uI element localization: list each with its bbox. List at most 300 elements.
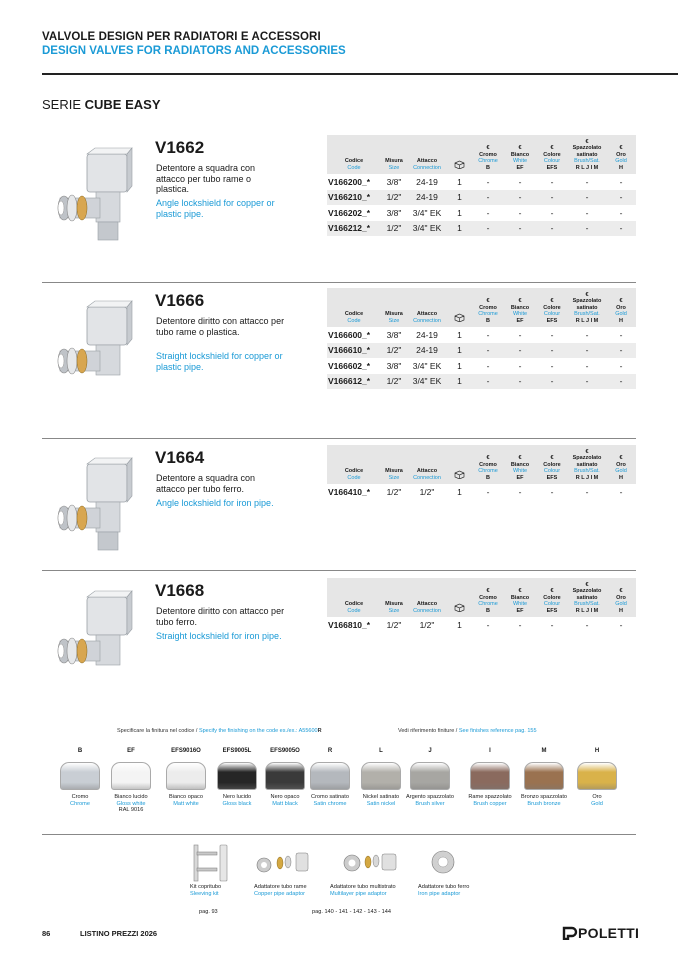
sleeving-kit (190, 843, 235, 897)
table-cell: - (486, 360, 490, 371)
header-colore: Colore (543, 461, 561, 468)
table-cell: 1 (457, 329, 462, 340)
product-code: V1668 (155, 581, 205, 600)
header-colore: Colore (543, 304, 561, 311)
table-cell: - (472, 374, 504, 390)
header-spazzolato: Spazzolato (572, 145, 602, 151)
header-misura: Misura (385, 311, 403, 317)
header-code: Code (347, 474, 361, 481)
table-cell: - (504, 221, 536, 237)
header-spazzolato: Spazzolato (572, 455, 602, 461)
table-cell: 3/4" EK (407, 221, 447, 237)
table-cell: V166410_* (328, 486, 371, 497)
finish-code: H (594, 748, 600, 754)
header-col_ef: EF (516, 164, 524, 171)
header-col_efs: EFS (546, 164, 558, 171)
finish-code: M (541, 748, 547, 754)
header-satinato: satinato (576, 594, 598, 601)
table-cell: - (585, 176, 589, 187)
product-desc-it: Detentore diritto con attacco per tubo rame o plastica. (156, 316, 285, 337)
finish-name-en: Brush silver (415, 800, 445, 807)
table-cell: - (619, 360, 623, 371)
header-col_b: B (486, 474, 490, 481)
finish-ref-en: See finishes reference pag. 155 (458, 728, 537, 734)
table-cell: - (472, 221, 504, 237)
header-cromo: Cromo (479, 461, 497, 468)
table-cell: 1 (447, 190, 472, 206)
finish-name-it: Bronzo spazzolato (520, 794, 568, 800)
table-cell: - (486, 486, 490, 497)
header-attacco: Attacco (416, 601, 438, 607)
table-cell: - (606, 374, 636, 390)
serie-prefix: SERIE (42, 97, 82, 112)
header-codice: Codice (344, 468, 364, 474)
header-euro: € (486, 455, 490, 461)
finish-ref (398, 728, 537, 734)
table-cell: 24-19 (416, 329, 438, 340)
header-codice: Codice (344, 311, 364, 317)
finish-name-it: Nero opaco (270, 794, 300, 800)
table-cell: - (518, 619, 522, 630)
table-cell: 1 (457, 176, 462, 187)
finish-code: L (379, 748, 383, 754)
th-pack (447, 135, 472, 174)
finish-swatch-j (400, 748, 460, 807)
table-cell: V166212_* (327, 221, 381, 237)
iron-adaptor-label: Adattatore tubo ferro (418, 884, 470, 890)
product-image (52, 299, 147, 404)
table-cell: - (486, 329, 490, 340)
valve-icon (52, 456, 147, 561)
header-col_rljim: R L J I M (575, 317, 599, 324)
table-cell: V166612_* (327, 374, 381, 390)
header-euro: € (550, 298, 554, 304)
finish-name-en: Satin chrome (313, 800, 347, 807)
header-size: Size (388, 164, 400, 171)
header-col_b: B (486, 164, 490, 171)
finish-name-en: Brush bronze (527, 800, 561, 807)
table-cell: V166810_* (328, 619, 371, 630)
table-cell: 1/2" (381, 374, 407, 390)
table-cell: - (606, 343, 636, 359)
poletti-logo (562, 925, 639, 941)
header-bianco: Bianco (510, 594, 530, 601)
finish-extra: RAL 9016 (118, 807, 144, 814)
header-euro: € (585, 138, 589, 145)
box-icon (454, 160, 465, 169)
finish-code: R (327, 748, 333, 754)
table-cell: 3/8" (386, 207, 402, 218)
finish-name-en: Brush copper (473, 800, 507, 807)
header-chrome: Chrome (478, 601, 498, 607)
th-b (472, 135, 504, 174)
price-list-label: LISTINO PREZZI 2026 (80, 929, 158, 938)
th-size (381, 445, 407, 484)
finish-swatch-h (567, 748, 627, 807)
header-col_rljim: R L J I M (575, 474, 599, 481)
table-cell: 1/2" (386, 486, 402, 497)
table-row (327, 205, 636, 221)
header-euro: € (518, 298, 522, 304)
product-code: V1666 (155, 291, 205, 310)
header-brush_sat: Brush/Sat. (574, 158, 600, 164)
header-colour: Colour (543, 158, 561, 164)
header-title-en: DESIGN VALVES FOR RADIATORS AND ACCESSORIES (42, 45, 346, 57)
header-white: White (512, 311, 528, 317)
header-code: Code (347, 317, 361, 324)
th-code (327, 445, 381, 484)
page-number: 86 (42, 929, 51, 938)
header-gold: Gold (615, 601, 627, 607)
table-cell: - (504, 343, 536, 359)
header-col_h: H (619, 474, 623, 481)
table-row (327, 174, 636, 190)
table-row (327, 221, 636, 237)
header-attacco: Attacco (416, 311, 438, 317)
header-spazzolato: Spazzolato (572, 588, 602, 594)
table-cell: 1 (447, 374, 472, 390)
table-cell: 1/2" (381, 221, 407, 237)
table-cell: - (585, 329, 589, 340)
th-rljim (568, 578, 606, 617)
header-attacco: Attacco (416, 158, 438, 164)
th-b (472, 445, 504, 484)
finish-note-it: Specificare la finitura nel codice / (117, 728, 199, 734)
table-cell: - (619, 176, 623, 187)
table-cell: - (504, 190, 536, 206)
table-cell: 1/2" (381, 190, 407, 206)
header-oro: Oro (616, 461, 626, 468)
finish-name-en: Satin nickel (366, 800, 396, 807)
th-ef (504, 288, 536, 327)
iron-adaptor (418, 843, 469, 897)
sleeving-kit-label: Kit copritubo (190, 884, 222, 890)
header-chrome: Chrome (478, 468, 498, 474)
table-cell: - (585, 207, 589, 218)
logo-text: POLETTI (578, 925, 640, 941)
table-cell: - (536, 374, 568, 390)
table-cell: - (585, 486, 589, 497)
table-cell: - (606, 190, 636, 206)
valve-icon (52, 146, 147, 251)
header-euro: € (550, 145, 554, 151)
th-size (381, 578, 407, 617)
th-ef (504, 578, 536, 617)
product-desc-en: Angle lockshield for iron pipe. (156, 498, 274, 508)
product-desc-it: Detentore diritto con attacco per tubo ferro. (156, 606, 285, 627)
header-colore: Colore (543, 594, 561, 601)
header-euro: € (486, 588, 490, 594)
header-code: Code (347, 164, 361, 171)
box-icon (454, 313, 465, 322)
table-cell: 1 (447, 343, 472, 359)
table-cell: - (518, 329, 522, 340)
table-cell: - (619, 486, 623, 497)
th-code (327, 288, 381, 327)
price-table (327, 135, 636, 236)
header-size: Size (388, 607, 400, 614)
copper-adaptor-label-en: Copper pipe adaptor (254, 890, 306, 897)
header-col_efs: EFS (546, 474, 558, 481)
table-cell: V166602_* (328, 360, 371, 371)
header-gold: Gold (615, 158, 627, 164)
table-cell: 1 (457, 360, 462, 371)
finish-cap-icon (524, 762, 564, 790)
price-table (327, 445, 636, 500)
iron-adaptor-icon (418, 843, 468, 883)
table-row (327, 327, 636, 343)
header-codice: Codice (344, 158, 364, 164)
header-spazzolato: Spazzolato (572, 298, 602, 304)
header-white: White (512, 468, 528, 474)
table-cell: 1/2" (386, 619, 402, 630)
header-chrome: Chrome (478, 158, 498, 164)
table-cell: - (518, 360, 522, 371)
header-col_h: H (619, 164, 623, 171)
th-pack (447, 288, 472, 327)
table-row (327, 343, 636, 359)
product-divider (42, 570, 636, 571)
header-euro: € (619, 145, 623, 151)
header-gold: Gold (615, 311, 627, 317)
product-desc-it: Detentore a squadra con attacco per tubo ferro. (156, 473, 256, 494)
table-cell: 3/8" (386, 329, 402, 340)
finish-code: J (428, 748, 432, 754)
table-cell: V166600_* (328, 329, 371, 340)
header-code: Code (347, 607, 361, 614)
finish-swatch-ef (101, 748, 161, 814)
finish-name-en: Matt white (173, 800, 199, 807)
th-conn (407, 445, 447, 484)
table-cell: - (536, 343, 568, 359)
header-codice: Codice (344, 601, 364, 607)
header-colour: Colour (543, 311, 561, 317)
finish-code: EFS9005L (222, 748, 252, 754)
finish-note (117, 728, 322, 734)
table-cell: - (518, 486, 522, 497)
table-cell: - (568, 190, 606, 206)
table-cell: - (472, 343, 504, 359)
header-oro: Oro (616, 304, 626, 311)
header-euro: € (518, 588, 522, 594)
table-cell: - (550, 486, 554, 497)
finish-ref-it: Vedi riferimento finiture / (398, 728, 459, 734)
finish-name-it: Argento spazzolato (406, 794, 454, 800)
table-row (327, 190, 636, 206)
finish-name-it: Bianco lucido (114, 794, 148, 800)
finish-name-en: Gold (591, 800, 603, 807)
finish-name-it: Cromo satinato (311, 794, 349, 800)
multilayer-adaptor-icon (330, 843, 400, 883)
finish-code: EFS9016O (171, 748, 201, 754)
valve-icon (52, 299, 147, 404)
header-col_ef: EF (516, 607, 524, 614)
th-efs (536, 578, 568, 617)
header-bianco: Bianco (510, 461, 530, 468)
finish-name-it: Cromo (71, 794, 89, 800)
table-row (327, 484, 636, 500)
th-pack (447, 578, 472, 617)
finish-name-en: Matt black (272, 800, 298, 807)
header-connection: Connection (413, 164, 441, 171)
serie-title (42, 97, 161, 112)
header-cromo: Cromo (479, 304, 497, 311)
header-divider (42, 73, 678, 75)
table-cell: 3/8" (386, 360, 402, 371)
table-cell: - (504, 374, 536, 390)
th-h (606, 288, 636, 327)
finish-code: B (77, 748, 83, 754)
table-cell: - (585, 360, 589, 371)
finish-cap-icon (410, 762, 450, 790)
finish-name-en: Gloss black (222, 800, 252, 807)
table-cell: 1 (457, 207, 462, 218)
header-euro: € (585, 581, 589, 588)
th-efs (536, 288, 568, 327)
finish-name-it: Nickel satinato (362, 794, 400, 800)
table-cell: - (568, 374, 606, 390)
finish-swatch-m (514, 748, 574, 807)
finish-name-it: Bianco opaco (169, 794, 203, 800)
table-cell: 3/4" EK (407, 374, 447, 390)
th-rljim (568, 135, 606, 174)
header-euro: € (550, 588, 554, 594)
table-row (327, 374, 636, 390)
header-colour: Colour (543, 468, 561, 474)
product-image (52, 589, 147, 694)
table-cell: - (619, 329, 623, 340)
finish-code: I (489, 748, 491, 754)
table-cell: - (550, 176, 554, 187)
header-col_b: B (486, 317, 490, 324)
header-col_ef: EF (516, 474, 524, 481)
table-cell: - (619, 619, 623, 630)
serie-name: CUBE EASY (84, 97, 161, 112)
price-table (327, 578, 636, 633)
header-attacco: Attacco (416, 468, 438, 474)
header-euro: € (619, 298, 623, 304)
header-size: Size (388, 317, 400, 324)
table-cell: 1 (447, 221, 472, 237)
th-rljim (568, 288, 606, 327)
header-col_b: B (486, 607, 490, 614)
finish-name-it: Rame spazzolato (468, 794, 512, 800)
finish-cap-icon (217, 762, 257, 790)
header-connection: Connection (413, 474, 441, 481)
finish-name-it: Nero lucido (222, 794, 252, 800)
header-colore: Colore (543, 151, 561, 158)
table-cell: - (606, 221, 636, 237)
th-h (606, 135, 636, 174)
finish-code: EF (127, 748, 135, 754)
product-desc-it: Detentore a squadra con attacco per tubo rame o plastica. (156, 163, 256, 194)
table-cell: V166202_* (328, 207, 371, 218)
th-conn (407, 288, 447, 327)
th-conn (407, 578, 447, 617)
header-col_efs: EFS (546, 317, 558, 324)
table-cell: - (568, 221, 606, 237)
product-image (52, 146, 147, 251)
header-euro: € (518, 145, 522, 151)
table-cell: - (550, 329, 554, 340)
finish-cap-icon (60, 762, 100, 790)
finish-name-en: Chrome (70, 800, 90, 807)
table-cell: - (536, 190, 568, 206)
header-brush_sat: Brush/Sat. (574, 468, 600, 474)
finish-note-bold: R (317, 728, 322, 734)
table-cell: - (585, 619, 589, 630)
header-brush_sat: Brush/Sat. (574, 311, 600, 317)
table-cell: V166210_* (327, 190, 381, 206)
table-cell: V166610_* (327, 343, 381, 359)
product-desc-en: Angle lockshield for copper or plastic pipe. (156, 198, 275, 219)
finish-name-en: Gloss white (116, 800, 146, 807)
th-conn (407, 135, 447, 174)
table-cell: 1/2" (419, 619, 435, 630)
table-cell: 24-19 (416, 176, 438, 187)
header-satinato: satinato (576, 304, 598, 311)
header-cromo: Cromo (479, 594, 497, 601)
finish-cap-icon (166, 762, 206, 790)
header-euro: € (550, 455, 554, 461)
th-h (606, 445, 636, 484)
product-desc-en: Straight lockshield for iron pipe. (156, 631, 282, 641)
header-misura: Misura (385, 601, 403, 607)
multilayer-adaptor (330, 843, 400, 897)
th-ef (504, 445, 536, 484)
finish-cap-icon (111, 762, 151, 790)
th-b (472, 578, 504, 617)
th-b (472, 288, 504, 327)
table-cell: - (486, 619, 490, 630)
product-image (52, 456, 147, 561)
copper-adaptor-label: Adattatore tubo rame (254, 884, 307, 890)
th-size (381, 135, 407, 174)
table-cell: - (619, 207, 623, 218)
th-code (327, 135, 381, 174)
header-connection: Connection (413, 607, 441, 614)
table-cell: 1 (457, 619, 462, 630)
table-cell: 24-19 (407, 190, 447, 206)
multilayer-adaptor-label: Adattatore tubo multistrato (330, 884, 396, 890)
header-title-it: VALVOLE DESIGN PER RADIATORI E ACCESSORI (42, 31, 321, 43)
valve-icon (52, 589, 147, 694)
finish-cap-icon (470, 762, 510, 790)
header-euro: € (585, 448, 589, 455)
table-cell: 3/4" EK (412, 207, 442, 218)
header-euro: € (619, 588, 623, 594)
header-col_rljim: R L J I M (575, 164, 599, 171)
finish-cap-icon (361, 762, 401, 790)
header-connection: Connection (413, 317, 441, 324)
finish-cap-icon (577, 762, 617, 790)
th-h (606, 578, 636, 617)
table-cell: - (486, 176, 490, 187)
product-divider (42, 438, 636, 439)
header-chrome: Chrome (478, 311, 498, 317)
table-cell: - (550, 619, 554, 630)
table-cell: 3/4" EK (412, 360, 442, 371)
header-white: White (512, 158, 528, 164)
product-code: V1662 (155, 138, 205, 157)
box-icon (454, 603, 465, 612)
finish-swatch-i (460, 748, 520, 807)
product-code: V1664 (155, 448, 205, 467)
table-row (327, 617, 636, 633)
table-cell: 1/2" (419, 486, 435, 497)
box-icon (454, 470, 465, 479)
header-col_rljim: R L J I M (575, 607, 599, 614)
